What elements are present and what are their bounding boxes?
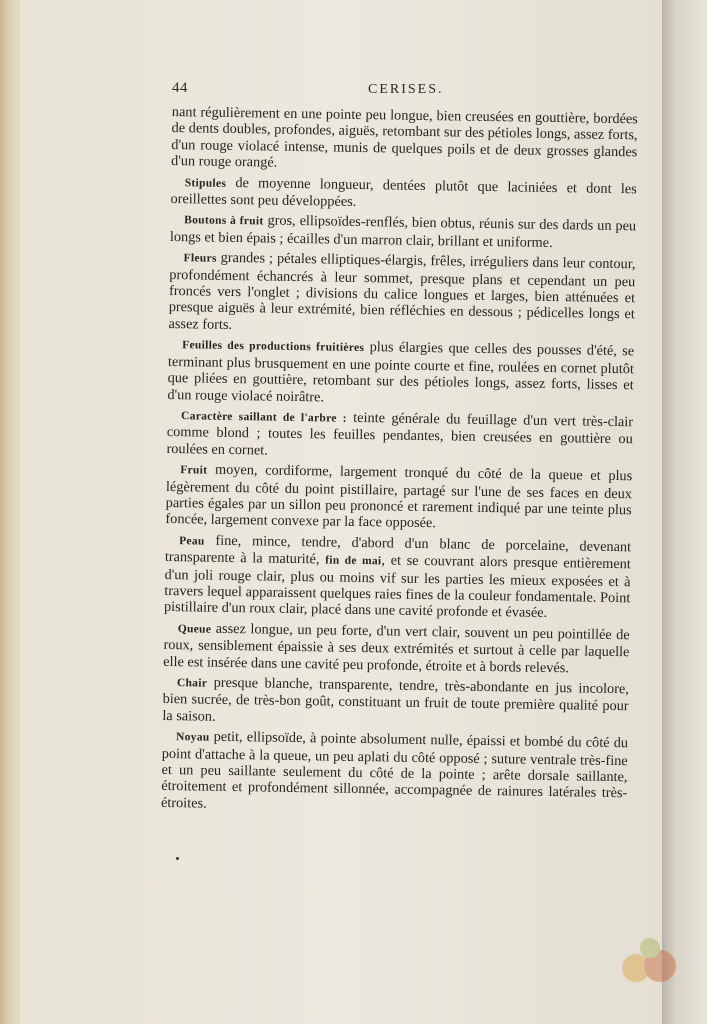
paragraph-lead: Fruit <box>180 464 208 477</box>
printer-mark <box>176 857 179 860</box>
fruit-watermark-icon <box>602 926 690 992</box>
paragraph-caractere <box>166 407 633 465</box>
paragraph-text: de moyenne longueur, dentées plutôt que laciniées et dont les oreillettes sont peu développées. <box>170 174 637 210</box>
paragraph-text: fine, mince, tendre, d'abord d'un blanc de porcelaine, devenant transparente à la maturité, <box>164 532 632 568</box>
paragraph-noyau <box>161 728 628 818</box>
paragraph-text: assez longue, un peu forte, d'un vert clair, souvent un peu pointillée de roux, sensiblement épaissie à ses deux extrémités et surtout à celle par laquelle elle est insérée dans une cavité peu profonde, étroite et à bords relevés. <box>163 620 630 676</box>
paragraph-text: presque blanche, transparente, tendre, très-abondante en jus incolore, bien sucrée, de très-bon goût, constituant un fruit de toute première qualité pour la saison. <box>162 674 629 725</box>
body-text <box>161 104 638 822</box>
paragraph-feuilles <box>167 336 634 410</box>
paragraph-peau <box>164 532 631 623</box>
paragraph-text: moyen, cordiforme, largement tronqué du côté de la queue et plus légèrement du côté du point pistillaire, partagé sur l'une de ses faces en deux parties égales par un sillon peu prononcé et rarement indiqué par une teinte plus foncée, largement convexe par la face opposée. <box>165 461 633 532</box>
paragraph-fleurs <box>168 249 635 339</box>
paragraph-lead: Fleurs <box>183 252 217 265</box>
paragraph-lead: Peau <box>179 534 205 548</box>
paragraph-continuation <box>171 104 638 177</box>
running-title: CERISES. <box>368 82 444 97</box>
paragraph-text-after: , et se couvrant alors presque entièrement d'un joli rouge clair, plus ou moins vif sur les parties les mieux exposées et à travers lequel apparaissent quelques raies fines de la couleur fondamentale. Point pistillaire d'un roux clair, placé dans une cavité profonde et évasée. <box>163 552 631 622</box>
page-edge-left <box>0 0 22 1024</box>
paragraph-text: grandes ; pétales elliptiques-élargis, frêles, irréguliers dans leur contour, profondément échancrés à leur sommet, presque plans et cependant un peu froncés vers l'onglet ; divisions du calice longues et larges, bien atténuées et presque aiguës à leur extrémité, bien réfléchies en dessous ; pédicelles longs et assez forts. <box>168 249 636 333</box>
paragraph-lead: Boutons à fruit <box>184 214 264 228</box>
inline-bold-date: fin de mai <box>325 554 382 568</box>
paragraph-text: plus élargies que celles des pousses d'été, se terminant plus brusquement en une pointe courte et fine, roulées en cornet plutôt que pliées en gouttière, retombant sur des pétioles longs, assez forts, lisses et d'un rouge violacé noirâtre. <box>167 339 635 405</box>
page-fold-right <box>662 0 707 1024</box>
paragraph-text: petit, ellipsoïde, à pointe absolument nulle, épaissi et bombé du côté du point d'attache à la queue, un peu aplati du côté opposé ; suture ventrale très-fine et un peu saillante seulement du côté de la pointe ; arête dorsale saillante, étroitement et profondément sillonnée, accompagnée de rainures latérales très-étroites. <box>160 728 629 812</box>
paragraph-text: nant régulièrement en une pointe peu longue, bien creusées en gouttière, bordées de dents doubles, profondes, aiguës, retombant sur des pétioles longs, assez forts, d'un rouge violacé intense, munis de quelques poils et de deux grosses glandes d'un rouge orangé. <box>170 104 638 171</box>
paragraph-queue <box>163 620 630 678</box>
page-number: 44 <box>172 80 188 96</box>
paragraph-lead: Noyau <box>175 731 210 744</box>
paragraph-text: teinte générale du feuillage d'un vert très-clair comme blond ; toutes les feuilles pendantes, bien creusées en gouttière ou roulées en cornet. <box>166 409 634 459</box>
paragraph-boutons <box>170 211 636 252</box>
paragraph-lead: Stipules <box>184 176 227 190</box>
paragraph-text: gros, ellipsoïdes-renflés, bien obtus, réunis sur des dards un peu longs et bien épais ; écailles d'un marron clair, brillant et uniforme. <box>169 212 637 251</box>
paragraph-lead: Feuilles des productions fruitières <box>182 339 365 355</box>
paragraph-fruit <box>165 461 632 535</box>
paragraph-stipules <box>170 174 636 215</box>
paragraph-lead: Queue <box>177 622 212 636</box>
running-head <box>172 80 632 102</box>
paragraph-chair <box>162 674 629 732</box>
paragraph-lead: Chair <box>176 677 208 690</box>
paragraph-lead: Caractère saillant de l'arbre : <box>181 410 347 425</box>
